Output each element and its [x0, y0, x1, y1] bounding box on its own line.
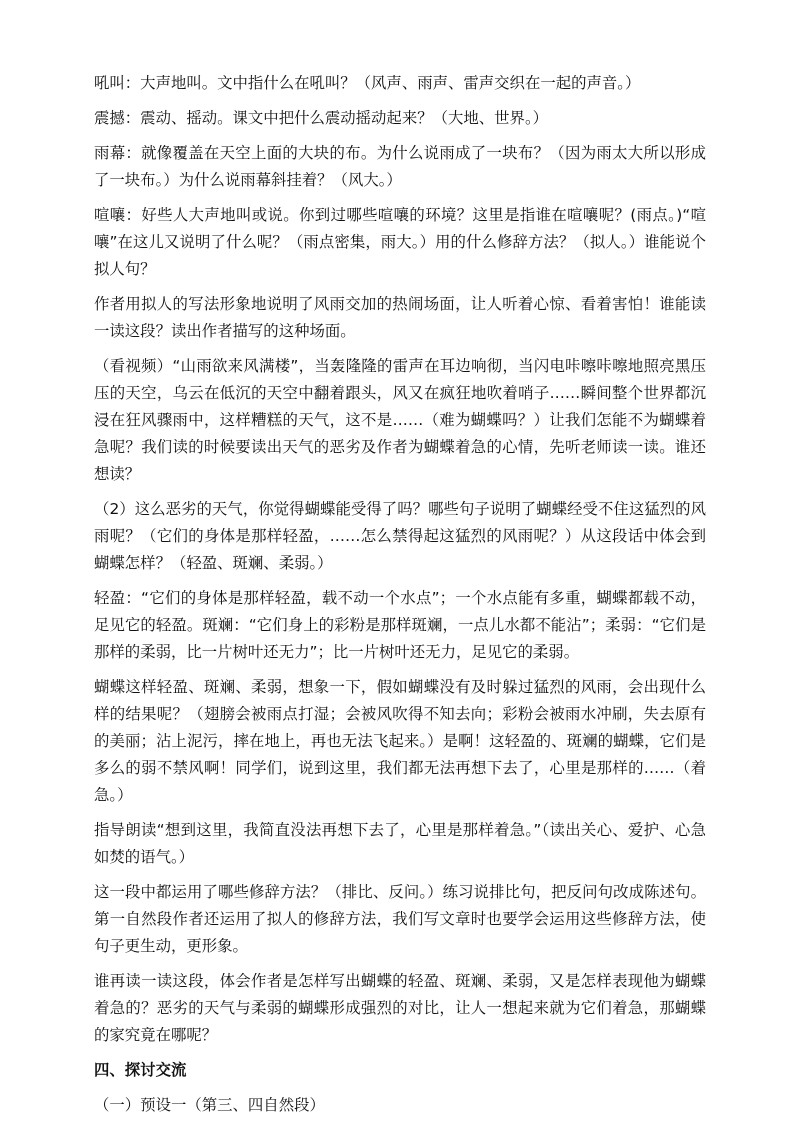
paragraph-reread: 谁再读一读这段，体会作者是怎样写出蝴蝶的轻盈、斑斓、柔弱，又是怎样表现他为蝴蝶着急的？恶劣的天气与柔弱的蝴蝶形成强烈的对比，让人一想起来就为它们着急，那蝴蝶的家究竟在哪呢？: [94, 972, 706, 1044]
paragraph-imagine: 蝴蝶这样轻盈、斑斓、柔弱，想象一下，假如蝴蝶没有及时躲过猛烈的风雨，会出现什么样的结果呢？（翅膀会被雨点打湿；会被风吹得不知去向；彩粉会被雨水冲刷，失去原有的美丽；沾上泥污，摔在地上，再也无法飞起来。）是啊！这轻盈的、斑斓的蝴蝶，它们是多么的弱不禁风啊！同学们，说到这里，我们都无法再想下去了，心里是那样的……（着急。）: [94, 678, 706, 804]
paragraph-rhetoric: 这一段中都运用了哪些修辞方法？（排比、反问。）练习说排比句，把反问句改成陈述句。第一自然段作者还运用了拟人的修辞方法，我们写文章时也要学会运用这些修辞方法，使句子更生动，更形象。: [94, 883, 706, 955]
paragraph-houjiao: 吼叫：大声地叫。文中指什么在吼叫？（风声、雨声、雷声交织在一起的声音。）: [94, 74, 641, 92]
paragraph-qingying: 轻盈：“它们的身体是那样轻盈，载不动一个水点”；一个水点能有多重，蝴蝶都载不动，足见它的轻盈。斑斓：“它们身上的彩粉是那样斑斓，一点儿水都不能沾”；柔弱：“它们是那样的柔弱，比一片树叶还无力”；比一片树叶还无力，足见它的柔弱。: [94, 589, 706, 661]
paragraph-reading-guide: 指导朗读“想到这里，我简直没法再想下去了，心里是那样着急。”（读出关心、爱护、心急如焚的语气。）: [94, 821, 706, 866]
paragraph-xuanrang: 喧嚷：好些人大声地叫或说。你到过哪些喧嚷的环境？这里是指谁在喧嚷呢？(雨点。)“喧嚷”在这儿又说明了什么呢？（雨点密集，雨大。）用的什么修辞方法？（拟人。）谁能说个拟人句？: [94, 206, 706, 278]
paragraph-question-2: （2）这么恶劣的天气，你觉得蝴蝶能受得了吗？哪些句子说明了蝴蝶经受不住这猛烈的风雨呢？（它们的身体是那样轻盈，……怎么禁得起这猛烈的风雨呢？）从这段话中体会到蝴蝶怎样？（轻盈、斑斓、柔弱。）: [94, 500, 706, 572]
document-page: [94, 70, 706, 1127]
paragraph-video: （看视频）“山雨欲来风满楼”，当轰隆隆的雷声在耳边响彻，当闪电咔嚓咔嚓地照亮黑压压的天空，乌云在低沉的天空中翻着跟头，风又在疯狂地吹着哨子……瞬间整个世界都沉浸在狂风骤雨中，这样糟糕的天气，这不是……（难为蝴蝶吗？）让我们怎能不为蝴蝶着急呢？我们读的时候要读出天气的恶劣及作者为蝴蝶着急的心情，先听老师读一读。谁还想读？: [94, 357, 706, 483]
paragraph-yumu: 雨幕：就像覆盖在天空上面的大块的布。为什么说雨成了一块布？（因为雨太大所以形成了一块布。）为什么说雨幕斜挂着？（风大。）: [94, 144, 706, 189]
paragraph-personification-summary: 作者用拟人的写法形象地说明了风雨交加的热闹场面，让人听着心惊、看着害怕！谁能读一读这段？读出作者描写的这种场面。: [94, 295, 706, 340]
subsection-title: （一）预设一（第三、四自然段）: [94, 1096, 325, 1114]
section-heading: 四、探讨交流: [94, 1061, 187, 1079]
paragraph-zhenhan: 震撼：震动、摇动。课文中把什么震动摇动起来？（大地、世界。）: [94, 109, 549, 127]
